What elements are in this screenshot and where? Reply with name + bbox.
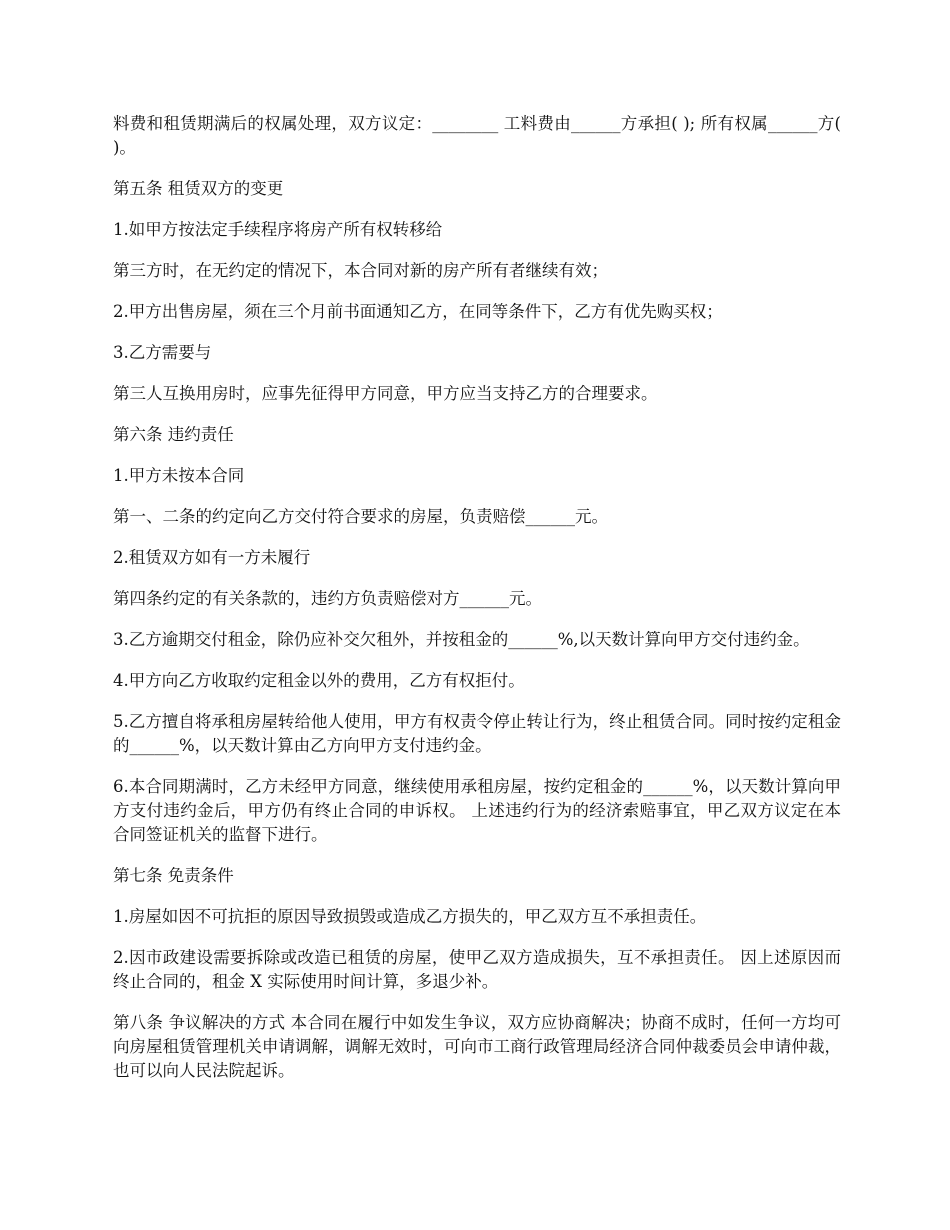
document-body	[113, 112, 841, 1100]
paragraph: 2.租赁双方如有一方未履行	[113, 548, 311, 567]
paragraph: 3.乙方需要与	[113, 343, 212, 362]
paragraph: 第三方时，在无约定的情况下，本合同对新的房产所有者继续有效；	[113, 261, 608, 280]
paragraph: 第一、二条的约定向乙方交付符合要求的房屋，负责赔偿______元。	[113, 507, 608, 526]
paragraph: 6.本合同期满时，乙方未经甲方同意，继续使用承租房屋，按约定租金的______%，以天数计算向甲方支付违约金后，甲方仍有终止合同的申诉权。 上述违约行为的经济索赔事宜，甲乙双方议定在本合同签证机关的监督下进行。	[113, 777, 841, 844]
paragraph: 1.房屋如因不可抗拒的原因导致损毁或造成乙方损失的，甲乙双方互不承担责任。	[113, 907, 707, 926]
paragraph: 3.乙方逾期交付租金，除仍应补交欠租外，并按租金的______%,以天数计算向甲方交付违约金。	[113, 630, 810, 649]
paragraph: 2.因市政建设需要拆除或改造已租赁的房屋，使甲乙双方造成损失，互不承担责任。 因上述原因而终止合同的，租金 X 实际使用时间计算，多退少补。	[113, 948, 841, 991]
paragraph: 料费和租赁期满后的权属处理，双方议定：________ 工料费由______方承担( ); 所有权属______方( )。	[113, 114, 841, 157]
paragraph: 第四条约定的有关条款的，违约方负责赔偿对方______元。	[113, 589, 542, 608]
paragraph: 5.乙方擅自将承租房屋转给他人使用，甲方有权责令停止转让行为，终止租赁合同。同时按约定租金的______%，以天数计算由乙方向甲方支付违约金。	[113, 712, 841, 755]
article-heading: 第六条 违约责任	[113, 425, 234, 444]
paragraph: 第八条 争议解决的方式 本合同在履行中如发生争议，双方应协商解决；协商不成时，任何一方均可向房屋租赁管理机关申请调解，调解无效时，可向市工商行政管理局经济合同仲裁委员会申请仲裁，也可以向人民法院起诉。	[113, 1013, 841, 1080]
paragraph: 1.甲方未按本合同	[113, 466, 245, 485]
article-heading: 第七条 免责条件	[113, 866, 234, 885]
article-heading: 第五条 租赁双方的变更	[113, 179, 284, 198]
paragraph: 第三人互换用房时，应事先征得甲方同意，甲方应当支持乙方的合理要求。	[113, 384, 658, 403]
paragraph: 2.甲方出售房屋，须在三个月前书面通知乙方，在同等条件下，乙方有优先购买权；	[113, 302, 723, 321]
paragraph: 4.甲方向乙方收取约定租金以外的费用，乙方有权拒付。	[113, 671, 525, 690]
paragraph: 1.如甲方按法定手续程序将房产所有权转移给	[113, 220, 443, 239]
